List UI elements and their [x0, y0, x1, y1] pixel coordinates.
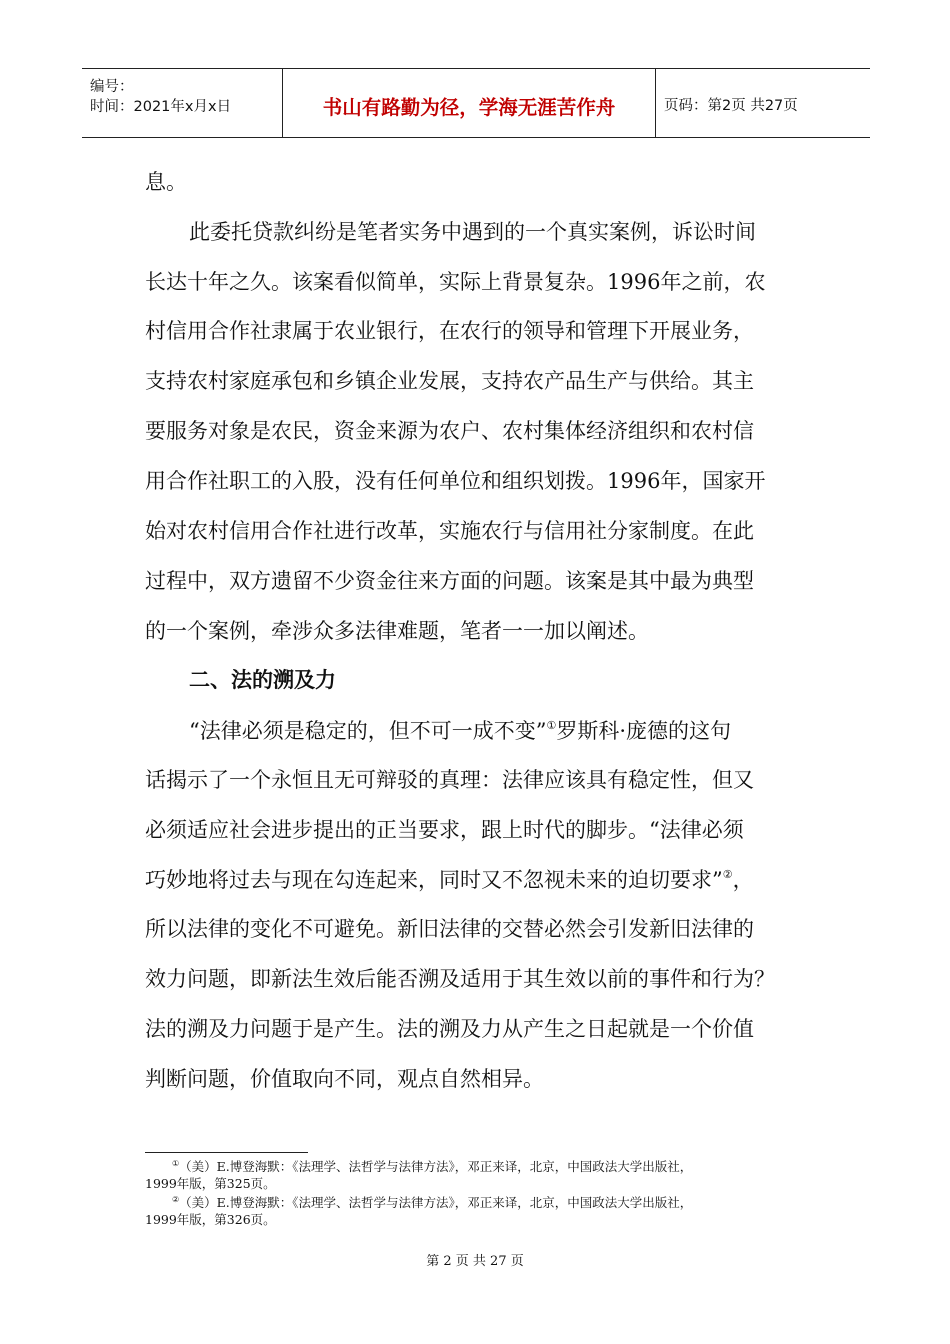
footnote-line: 1999年版，第325页。 — [145, 1176, 276, 1191]
footnote-marker: ② — [172, 1195, 180, 1204]
motto-text: 书山有路勤为径，学海无涯苦作舟 — [322, 96, 616, 119]
body-line — [145, 869, 754, 891]
footnote-marker: ① — [172, 1159, 180, 1168]
body-line: 必须适应社会进步提出的正当要求，跟上时代的脚步。“法律必须 — [145, 818, 744, 842]
footnote-marker: ① — [546, 719, 557, 732]
body-line: 效力问题，即新法生效后能否溯及适用于其生效以前的事件和行为？ — [145, 967, 775, 991]
body-line: 法的溯及力问题于是产生。法的溯及力从产生之日起就是一个价值 — [145, 1017, 754, 1041]
header-meta-cell — [82, 69, 283, 137]
header-motto-cell — [283, 69, 656, 137]
section-heading: 二、法的溯及力 — [189, 668, 336, 692]
body-line — [189, 720, 731, 742]
footnote-line — [172, 1196, 692, 1210]
body-line: 要服务对象是农民，资金来源为农户、农村集体经济组织和农村信 — [145, 419, 754, 443]
body-line: 判断问题，价值取向不同，观点自然相异。 — [145, 1067, 544, 1091]
footnote-text: （美）E.博登海默：《法理学、法哲学与法律方法》，邓正来译，北京，中国政法大学出版社， — [179, 1159, 693, 1174]
quote-attribution: 罗斯科·庞德的这句 — [556, 719, 732, 743]
footnote-marker: ② — [722, 868, 733, 881]
quote-text: 巧妙地将过去与现在勾连起来，同时又不忽视未来的迫切要求” — [145, 868, 723, 892]
body-line: 支持农村家庭承包和乡镇企业发展，支持农产品生产与供给。其主 — [145, 369, 754, 393]
footnote-line — [172, 1160, 692, 1174]
page-label: 页码：第2页 共27页 — [664, 98, 798, 114]
time-label: 时间：2021年x月x日 — [90, 99, 232, 115]
page-footer: 第 2 页 共 27 页 — [426, 1254, 524, 1269]
body-line: 话揭示了一个永恒且无可辩驳的真理：法律应该具有稳定性，但又 — [145, 768, 754, 792]
footnote-text: （美）E.博登海默：《法理学、法哲学与法律方法》，邓正来译，北京，中国政法大学出版社， — [179, 1195, 693, 1210]
body-line: 始对农村信用合作社进行改革，实施农行与信用社分家制度。在此 — [145, 519, 754, 543]
body-line: 所以法律的变化不可避免。新旧法律的交替必然会引发新旧法律的 — [145, 917, 754, 941]
body-line: 长达十年之久。该案看似简单，实际上背景复杂。1996年之前，农 — [145, 270, 766, 294]
body-line: 的一个案例，牵涉众多法律难题，笔者一一加以阐述。 — [145, 619, 649, 643]
quote-text: “法律必须是稳定的，但不可一成不变” — [189, 719, 547, 743]
footnote-line: 1999年版，第326页。 — [145, 1212, 276, 1227]
body-line: 村信用合作社隶属于农业银行，在农行的领导和管理下开展业务， — [145, 319, 754, 343]
body-line: 用合作社职工的入股，没有任何单位和组织划拨。1996年，国家开 — [145, 469, 766, 493]
body-line: 息。 — [145, 170, 187, 194]
body-line: 过程中，双方遗留不少资金往来方面的问题。该案是其中最为典型 — [145, 569, 754, 593]
number-label: 编号： — [90, 79, 134, 95]
footnote-divider — [145, 1152, 308, 1153]
quote-punct: ， — [732, 868, 754, 892]
header-page-cell — [656, 69, 870, 137]
page-header — [82, 68, 870, 138]
body-line: 此委托贷款纠纷是笔者实务中遇到的一个真实案例，诉讼时间 — [189, 220, 756, 244]
